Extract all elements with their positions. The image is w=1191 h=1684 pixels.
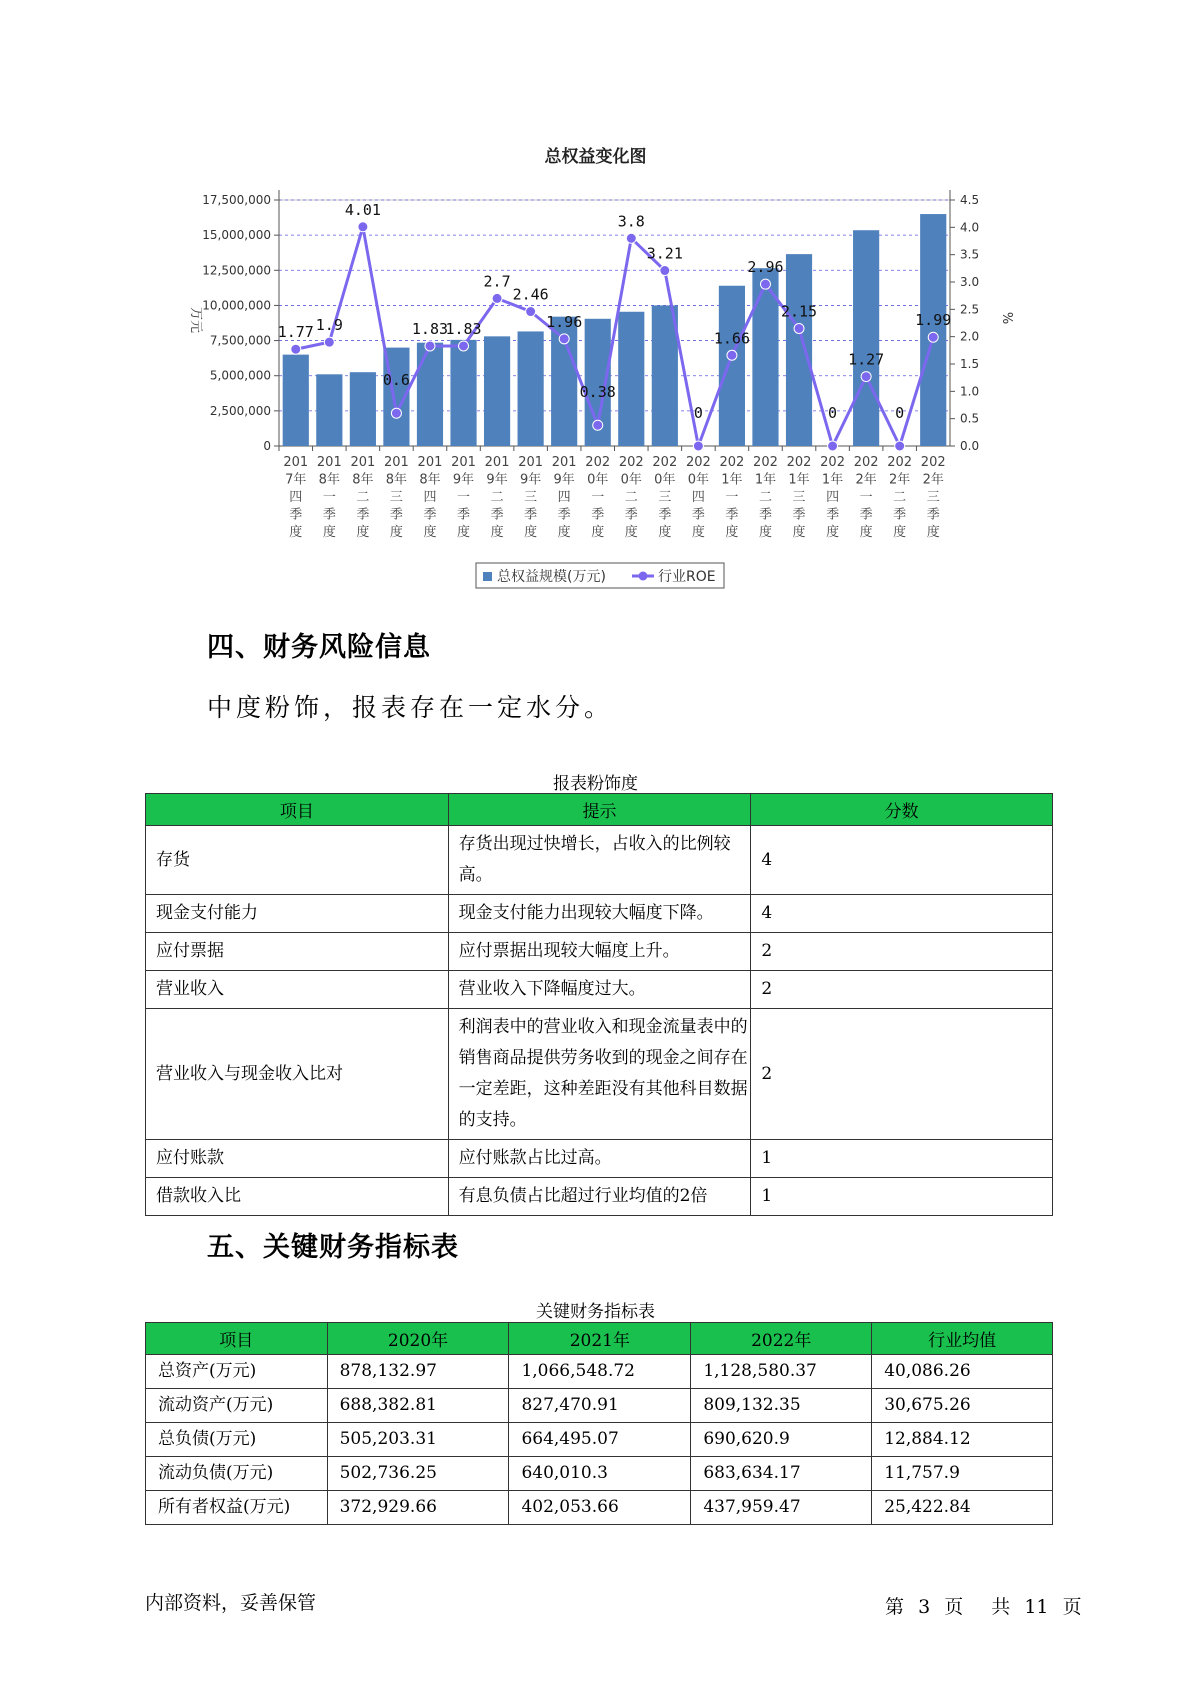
legend-bar-label: 总权益规模(万元) — [497, 569, 606, 585]
risk-row — [146, 1140, 1053, 1178]
header-2020: 2020年 — [327, 1323, 509, 1355]
x-tick-label: 202 1年二季度 — [753, 455, 778, 540]
roe-data-label: 1.99 — [915, 311, 952, 330]
roe-data-label: 0.6 — [382, 371, 410, 390]
legend-line-label: 行业ROE — [658, 569, 716, 585]
risk-score-cell: 2 — [751, 1009, 1053, 1140]
risk-item-cell: 应付票据 — [146, 933, 449, 971]
x-tick-label: 201 8年二季度 — [350, 455, 376, 540]
risk-score-cell: 4 — [751, 826, 1053, 895]
kpi-2021-cell: 827,470.91 — [509, 1389, 691, 1423]
risk-row — [146, 971, 1053, 1009]
kpi-table-caption: 关键财务指标表 — [536, 1302, 655, 1322]
y-tick-label: 0 — [263, 439, 271, 453]
kpi-2020-cell: 372,929.66 — [327, 1491, 509, 1525]
risk-item-cell: 现金支付能力 — [146, 895, 449, 933]
roe-data-label: 0 — [828, 404, 838, 422]
y2-tick-label: 3.0 — [960, 275, 980, 289]
roe-point — [425, 341, 435, 351]
y-tick-label: 12,500,000 — [202, 263, 271, 278]
header-2022: 2022年 — [691, 1323, 872, 1355]
kpi-row — [146, 1457, 1053, 1491]
y2-axis-label: % — [999, 311, 1014, 325]
kpi-industry-cell: 11,757.9 — [872, 1457, 1053, 1491]
kpi-row — [146, 1491, 1053, 1525]
total-prefix: 共 — [991, 1596, 1011, 1618]
roe-data-label: 2.7 — [483, 272, 511, 291]
bar — [484, 336, 510, 446]
kpi-2022-cell: 683,634.17 — [691, 1457, 872, 1491]
bar — [518, 331, 544, 446]
y-tick-label: 5,000,000 — [209, 368, 271, 383]
kpi-2021-cell: 402,053.66 — [509, 1491, 691, 1525]
risk-hint-cell: 营业收入下降幅度过大。 — [448, 971, 751, 1009]
bar — [719, 286, 745, 446]
risk-hint-cell: 应付票据出现较大幅度上升。 — [448, 933, 751, 971]
roe-data-label: 1.83 — [411, 319, 449, 338]
kpi-row — [146, 1423, 1053, 1457]
roe-point — [291, 344, 301, 354]
risk-score-cell: 1 — [751, 1140, 1053, 1178]
y-tick-label: 17,500,000 — [202, 193, 271, 207]
risk-score-cell: 1 — [751, 1178, 1053, 1216]
kpi-2020-cell: 688,382.81 — [327, 1389, 509, 1423]
legend-line-marker — [639, 572, 648, 581]
risk-hint-cell: 现金支付能力出现较大幅度下降。 — [448, 895, 751, 933]
header-item: 项目 — [146, 794, 449, 826]
roe-data-label: 2.15 — [780, 302, 818, 321]
roe-point — [593, 420, 603, 430]
y2-tick-label: 4.5 — [960, 193, 980, 207]
bar — [450, 340, 476, 446]
kpi-2022-cell: 1,128,580.37 — [691, 1355, 872, 1389]
x-tick-label: 202 2年一季度 — [853, 455, 879, 540]
bar — [920, 214, 946, 446]
y2-tick-label: 2.0 — [960, 329, 980, 344]
x-tick-label: 201 9年一季度 — [451, 455, 476, 540]
kpi-2020-cell: 505,203.31 — [327, 1423, 509, 1457]
x-tick-label: 202 1年一季度 — [719, 455, 745, 540]
kpi-row — [146, 1355, 1053, 1389]
footer-confidential: 内部资料，妥善保管 — [145, 1592, 317, 1614]
chart-title: 总权益变化图 — [544, 147, 647, 167]
kpi-table-header — [146, 1323, 1053, 1355]
roe-point — [660, 266, 670, 276]
y2-tick-label: 2.5 — [960, 302, 980, 317]
roe-point — [727, 350, 737, 360]
kpi-item-cell: 流动负债(万元) — [146, 1457, 328, 1491]
risk-table-header — [146, 794, 1053, 826]
header-industry-avg: 行业均值 — [872, 1323, 1053, 1355]
bar — [618, 312, 644, 446]
x-tick-label: 202 1年四季度 — [820, 455, 845, 540]
roe-point — [928, 332, 938, 342]
kpi-industry-cell: 12,884.12 — [872, 1423, 1053, 1457]
roe-point — [459, 341, 469, 351]
y-tick-label: 2,500,000 — [209, 403, 271, 418]
bar — [786, 254, 812, 446]
risk-item-cell: 营业收入 — [146, 971, 449, 1009]
roe-point — [626, 233, 636, 243]
y-tick-label: 10,000,000 — [202, 298, 271, 313]
y-tick-label: 15,000,000 — [202, 228, 271, 243]
roe-point — [895, 441, 905, 451]
roe-point — [693, 441, 703, 451]
risk-score-cell: 4 — [751, 895, 1053, 933]
page-total: 11 — [1024, 1596, 1049, 1618]
risk-hint-cell: 存货出现过快增长，占收入的比例较高。 — [448, 826, 751, 895]
kpi-industry-cell: 40,086.26 — [872, 1355, 1053, 1389]
x-tick-label: 202 0年四季度 — [685, 455, 711, 540]
header-2021: 2021年 — [509, 1323, 691, 1355]
roe-data-label: 0.38 — [579, 383, 616, 402]
page-number — [885, 1592, 1086, 1619]
roe-point — [324, 337, 334, 347]
y2-tick-label: 4.0 — [960, 220, 980, 235]
x-tick-label: 201 9年二季度 — [484, 455, 510, 540]
bar — [417, 343, 443, 446]
y-tick-label: 7,500,000 — [209, 333, 271, 348]
kpi-2022-cell: 690,620.9 — [691, 1423, 872, 1457]
bar — [853, 230, 879, 446]
y2-tick-label: 3.5 — [960, 247, 980, 262]
roe-data-label: 1.27 — [848, 350, 885, 369]
y2-tick-label: 1.0 — [960, 384, 980, 399]
y-axis-label: 万元 — [188, 306, 203, 334]
kpi-2021-cell: 1,066,548.72 — [509, 1355, 691, 1389]
bar — [316, 374, 342, 446]
risk-score-cell: 2 — [751, 933, 1053, 971]
roe-point — [794, 323, 804, 333]
x-tick-label: 202 0年二季度 — [618, 455, 644, 540]
x-tick-label: 201 8年一季度 — [316, 455, 342, 540]
page-suffix: 页 — [1062, 1596, 1082, 1618]
x-tick-label: 202 0年一季度 — [585, 455, 611, 540]
header-item: 项目 — [146, 1323, 328, 1355]
roe-point — [358, 222, 368, 232]
roe-data-label: 3.21 — [646, 244, 683, 263]
risk-row — [146, 826, 1053, 895]
risk-item-cell: 应付账款 — [146, 1140, 449, 1178]
roe-data-label: 1.9 — [315, 316, 343, 335]
page-current: 3 — [918, 1596, 931, 1618]
x-tick-label: 202 2年二季度 — [887, 455, 913, 540]
section-heading-risk: 四、财务风险信息 — [207, 632, 431, 663]
kpi-item-cell: 总负债(万元) — [146, 1423, 328, 1457]
roe-data-label: 1.77 — [277, 323, 314, 342]
x-tick-label: 202 1年三季度 — [786, 455, 812, 540]
y2-tick-label: 0.0 — [960, 439, 980, 453]
risk-hint-cell: 利润表中的营业收入和现金流量表中的销售商品提供劳务收到的现金之间存在一定差距，这种差距没有其他科目数据的支持。 — [448, 1009, 751, 1140]
bar — [652, 305, 678, 446]
risk-row — [146, 895, 1053, 933]
kpi-2022-cell: 437,959.47 — [691, 1491, 872, 1525]
roe-point — [861, 372, 871, 382]
risk-score-cell: 2 — [751, 971, 1053, 1009]
x-tick-label: 201 9年三季度 — [518, 455, 544, 540]
header-hint: 提示 — [448, 794, 751, 826]
roe-point — [391, 408, 401, 418]
risk-item-cell: 存货 — [146, 826, 449, 895]
kpi-item-cell: 流动资产(万元) — [146, 1389, 328, 1423]
x-tick-label: 201 9年四季度 — [551, 455, 577, 540]
page-mid: 页 — [944, 1596, 964, 1618]
roe-point — [828, 441, 838, 451]
bar — [283, 355, 309, 446]
risk-item-cell: 借款收入比 — [146, 1178, 449, 1216]
kpi-item-cell: 所有者权益(万元) — [146, 1491, 328, 1525]
risk-row — [146, 1009, 1053, 1140]
risk-row — [146, 933, 1053, 971]
kpi-2021-cell: 640,010.3 — [509, 1457, 691, 1491]
risk-table — [145, 793, 1053, 1216]
roe-data-label: 1.83 — [445, 319, 482, 338]
kpi-row — [146, 1389, 1053, 1423]
risk-item-cell: 营业收入与现金收入比对 — [146, 1009, 449, 1140]
bar — [350, 372, 376, 446]
kpi-table — [145, 1322, 1053, 1525]
kpi-2020-cell: 502,736.25 — [327, 1457, 509, 1491]
page-prefix: 第 — [885, 1596, 905, 1618]
kpi-industry-cell: 25,422.84 — [872, 1491, 1053, 1525]
roe-point — [760, 279, 770, 289]
risk-hint-cell: 应付账款占比过高。 — [448, 1140, 751, 1178]
kpi-2021-cell: 664,495.07 — [509, 1423, 691, 1457]
kpi-2022-cell: 809,132.35 — [691, 1389, 872, 1423]
kpi-industry-cell: 30,675.26 — [872, 1389, 1053, 1423]
x-tick-label: 201 7年四季度 — [283, 455, 309, 540]
section-heading-kpi: 五、关键财务指标表 — [207, 1232, 459, 1263]
kpi-2020-cell: 878,132.97 — [327, 1355, 509, 1389]
roe-data-label: 4.01 — [344, 200, 381, 219]
risk-table-caption: 报表粉饰度 — [553, 774, 638, 794]
roe-data-label: 1.96 — [546, 312, 583, 331]
roe-point — [526, 307, 536, 317]
risk-hint-cell: 有息负债占比超过行业均值的2倍 — [448, 1178, 751, 1216]
roe-data-label: 1.66 — [713, 329, 750, 348]
roe-point — [492, 293, 502, 303]
roe-data-label: 0 — [693, 404, 703, 422]
y2-tick-label: 1.5 — [960, 357, 980, 371]
y2-tick-label: 0.5 — [960, 411, 980, 426]
x-tick-label: 202 0年三季度 — [652, 455, 678, 540]
roe-data-label: 2.96 — [747, 258, 784, 277]
roe-point — [559, 334, 569, 344]
x-tick-label: 201 8年四季度 — [417, 455, 443, 540]
equity-chart — [0, 0, 1191, 600]
x-tick-label: 202 2年三季度 — [920, 455, 946, 540]
kpi-item-cell: 总资产(万元) — [146, 1355, 328, 1389]
roe-data-label: 2.46 — [512, 285, 549, 304]
x-tick-label: 201 8年三季度 — [384, 455, 409, 540]
legend-bar-swatch — [483, 572, 492, 581]
roe-data-label: 0 — [895, 404, 905, 422]
risk-summary: 中度粉饰，报表存在一定水分。 — [207, 693, 614, 722]
roe-data-label: 3.8 — [617, 212, 645, 231]
risk-row — [146, 1178, 1053, 1216]
header-score: 分数 — [751, 794, 1053, 826]
